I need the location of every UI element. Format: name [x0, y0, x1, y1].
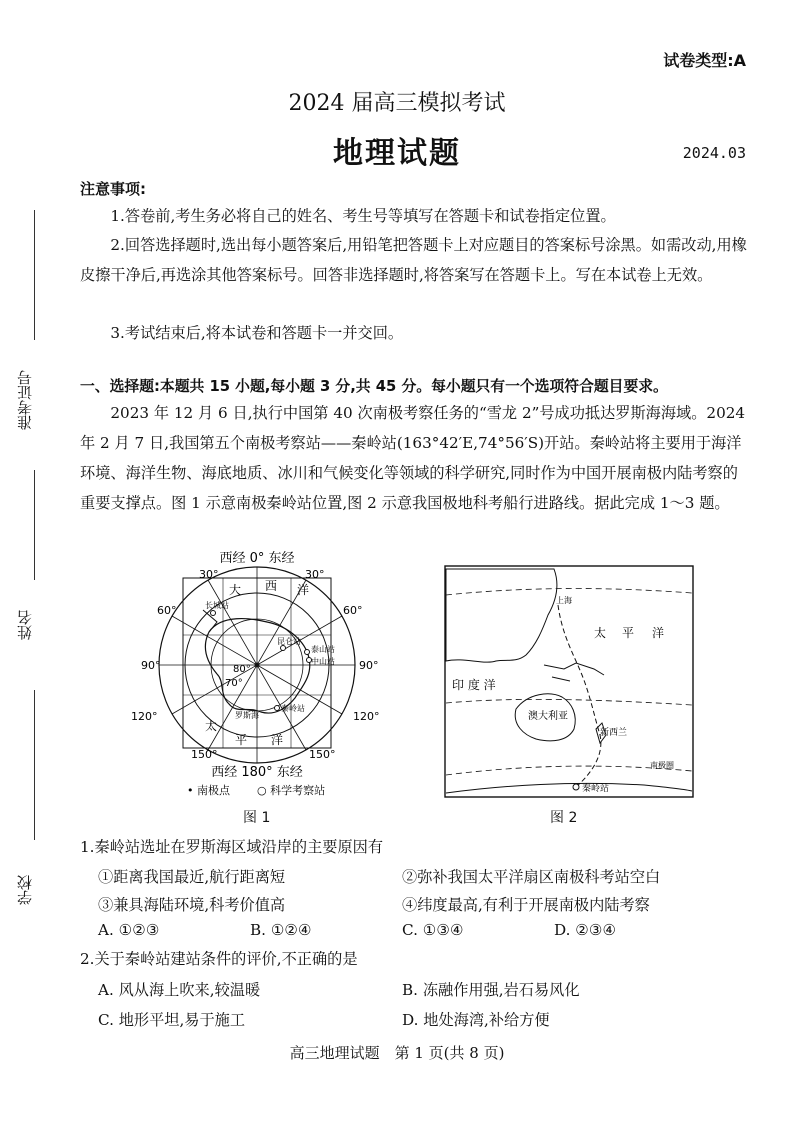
fig1-left-150: 150°: [191, 748, 218, 761]
fig1-station-changcheng: 长城站: [205, 601, 229, 610]
fig1-caption: 图 1: [243, 810, 271, 826]
q1-statement-4: ④纬度最高,有利于开展南极内陆考察: [402, 896, 650, 914]
fig1-right-90: 90°: [359, 659, 379, 672]
fig2-caption: 图 2: [550, 810, 578, 826]
fig1-station-kunlun: 昆仑站: [277, 637, 301, 646]
note-item-2: 2.回答选择题时,选出每小题答案后,用铅笔把答题卡上对应题目的答案标号涂黑。如需改动,用橡皮擦干净后,再选涂其他答案标号。回答非选择题时,将答案写在答题卡上。写在本试卷上无效。: [80, 236, 747, 284]
name-label: 姓名: [16, 610, 34, 640]
fig1-top-label: 西经 0° 东经: [219, 551, 295, 566]
q2-option-b[interactable]: B. 冻融作用强,岩石易风化: [402, 981, 580, 999]
fig1-bottom-label: 西经 180° 东经: [211, 765, 303, 780]
exam-title: 2024 届高三模拟考试: [288, 91, 506, 116]
fig2-label-antarctic-circle: 南极圈: [650, 761, 674, 770]
fig1-legend-pole: • 南极点: [187, 784, 230, 797]
q2-stem: 2.关于秦岭站建站条件的评价,不正确的是: [80, 950, 358, 968]
fig2-label-qinling: 秦岭站: [582, 784, 610, 794]
subject-title: 地理试题: [333, 136, 461, 171]
binding-line-top: [34, 210, 35, 340]
fig1-station-qinling-marker: [275, 706, 280, 711]
fig2-qinling-marker: [573, 784, 579, 790]
q1-statement-3: ③兼具海陆环境,科考价值高: [98, 896, 286, 914]
fig1-right-150: 150°: [309, 748, 336, 761]
fig2-label-pacific-1: 太: [594, 626, 607, 640]
fig1-sea-ross: 罗斯海: [235, 711, 259, 720]
q2-option-d[interactable]: D. 地处海湾,补给方便: [402, 1011, 550, 1029]
paper-type: 试卷类型:A: [663, 51, 746, 70]
q1-option-b[interactable]: B. ①②④: [250, 921, 312, 939]
fig1-right-60: 60°: [343, 604, 363, 617]
page-footer: 高三地理试题 第 1 页(共 8 页): [289, 1044, 505, 1062]
section-heading: 一、选择题:本题共 15 小题,每小题 3 分,共 45 分。每小题只有一个选项符合题目要求。: [80, 378, 668, 395]
fig1-right-120: 120°: [353, 710, 380, 723]
fig1-ocean-bottom-1: 太: [205, 719, 218, 733]
exam-id-label: 准考证号: [16, 370, 34, 430]
fig1-station-kunlun-marker: [281, 646, 286, 651]
fig2-label-indian: 印 度 洋: [452, 678, 496, 692]
fig1-south-pole: [255, 663, 260, 668]
fig2-label-pacific-3: 洋: [652, 626, 665, 640]
fig2-label-nz: 新西兰: [600, 728, 628, 738]
fig1-station-zhongshan: 中山站: [311, 657, 335, 666]
binding-line-mid2: [34, 690, 35, 840]
school-label: 学校: [16, 875, 34, 905]
figure2-route-map: [444, 565, 694, 800]
q1-stem: 1.秦岭站选址在罗斯海区域沿岸的主要原因有: [80, 838, 384, 856]
figure1-polar-map: [125, 548, 390, 808]
fig2-label-pacific-2: 平: [622, 626, 635, 640]
section-intro: 2023 年 12 月 6 日,执行中国第 40 次南极考察任务的“雪龙 2”号成功抵达罗斯海海域。2024 年 2 月 7 日,我国第五个南极考察站——秦岭站(163°42′E,74°56′S)开站。秦岭站将主要用于海洋环境、海洋生物、海底地质、冰川和气候变化等领域的科学研究,同时作为中国开展南极内陆考察的重要支撑点。图 1 示意南极秦岭站位置,图 2 示意我国极地科考船行进路线。据此完成 1～3 题。: [80, 404, 746, 512]
fig1-ocean-top-1: 大: [229, 583, 242, 597]
fig1-station-qinling: 秦岭站: [281, 704, 305, 713]
fig1-ocean-top-3: 洋: [297, 583, 310, 597]
fig2-label-shanghai: 上海: [556, 596, 572, 605]
fig1-ocean-top-2: 西: [265, 579, 278, 593]
q1-statement-2: ②弥补我国太平洋扇区南极科考站空白: [402, 868, 661, 886]
fig1-station-taishan-marker: [305, 650, 310, 655]
exam-date: 2024.03: [682, 144, 746, 162]
fig1-inner-70: 70°: [225, 678, 243, 689]
fig1-left-60: 60°: [157, 604, 177, 617]
fig2-label-australia: 澳大利亚: [528, 711, 568, 722]
fig1-station-taishan: 泰山站: [311, 645, 335, 654]
fig1-left-90: 90°: [141, 659, 161, 672]
q1-option-d[interactable]: D. ②③④: [554, 921, 617, 939]
fig1-legend-station: ○ 科学考察站: [257, 784, 326, 797]
q2-option-c[interactable]: C. 地形平坦,易于施工: [98, 1011, 246, 1029]
fig1-inner-80: 80°: [233, 664, 251, 675]
q1-option-c[interactable]: C. ①③④: [402, 921, 464, 939]
fig1-left-30: 30°: [199, 568, 219, 581]
note-item-3: 3.考试结束后,将本试卷和答题卡一并交回。: [110, 324, 404, 342]
q1-option-a[interactable]: A. ①②③: [98, 921, 160, 939]
q2-option-a[interactable]: A. 风从海上吹来,较温暖: [98, 981, 261, 999]
fig1-left-120: 120°: [131, 710, 158, 723]
fig1-ocean-bottom-2: 平: [235, 733, 248, 747]
notes-heading: 注意事项:: [80, 180, 146, 198]
note-item-1: 1.答卷前,考生务必将自己的姓名、考生号等填写在答题卡和试卷指定位置。: [110, 207, 616, 225]
q1-statement-1: ①距离我国最近,航行距离短: [98, 868, 286, 886]
fig1-ocean-bottom-3: 洋: [271, 733, 284, 747]
fig1-station-changcheng-marker: [211, 611, 216, 616]
fig1-right-30: 30°: [305, 568, 325, 581]
binding-line-mid1: [34, 470, 35, 580]
